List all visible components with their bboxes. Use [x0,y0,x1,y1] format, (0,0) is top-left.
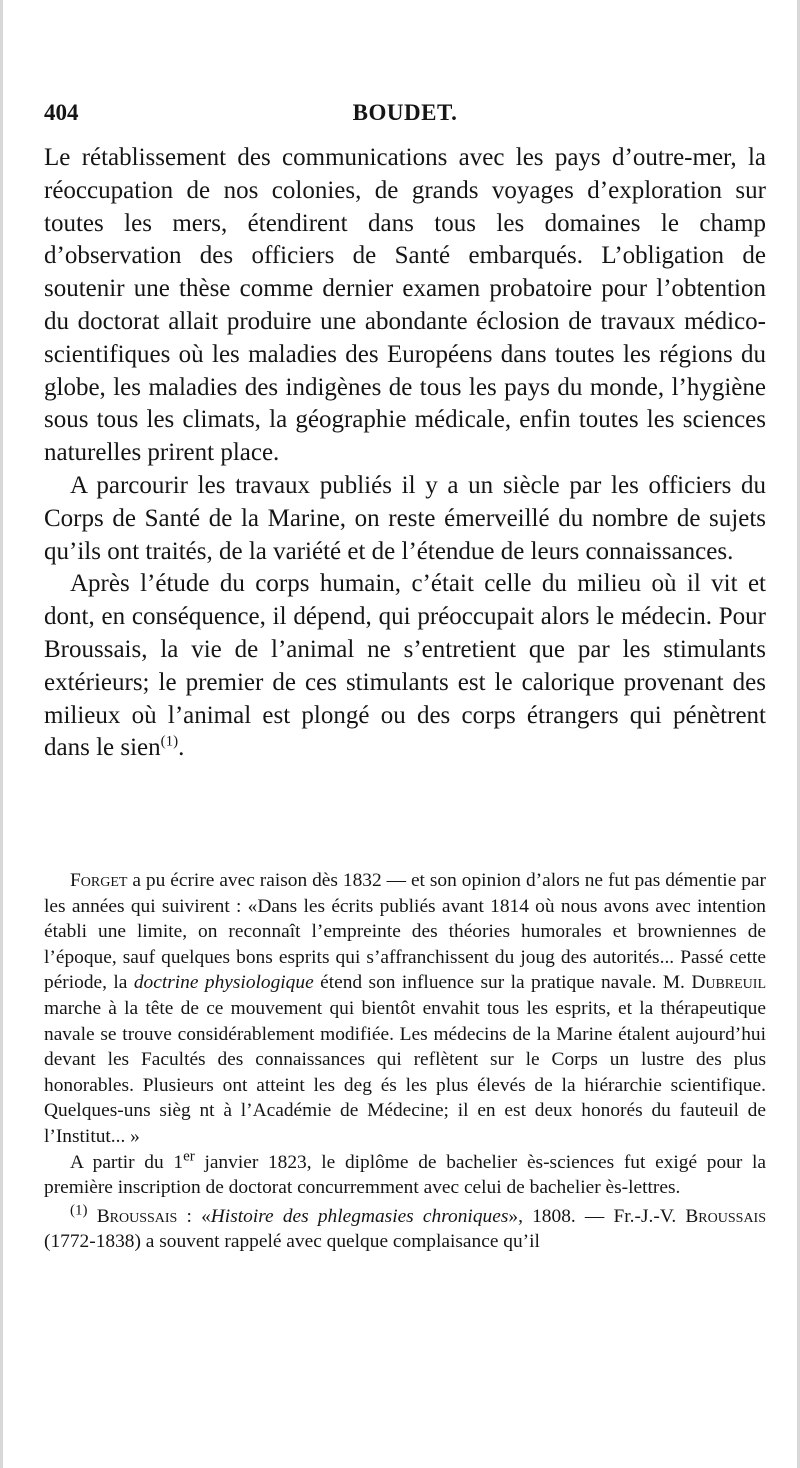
running-head [44,100,766,132]
page-number: 404 [44,100,79,125]
main-text [44,142,766,765]
note-text: : « [177,1205,211,1227]
note-text: étend son influence sur la pratique navale. M. [313,972,692,994]
page-edge-left [0,0,3,1468]
paragraph-text: Après l’étude du corps humain, c’était celle du milieu où il vit et dont, en conséquence, il dépend, qui préoccupait alors le médecin. Pour Broussais, la vie de l’animal ne s’entretient que par les stimulants extérieurs; le premier de ces stimulants est le calorique provenant des milieux où l’animal est plongé ou des corps étrangers qui pénètrent dans le sien [44,570,766,762]
running-title: BOUDET. [352,100,458,125]
paragraph: A parcourir les travaux publiés il y a un siècle par les officiers du Corps de Santé de la Marine, on reste émerveillé du nombre de sujets qu’ils ont traités, de la variété et de l’étendue de leurs connaissances. [44,471,766,565]
italic-text: doctrine physiologique [133,972,314,994]
note-text: a pu écrire avec raison dès 1832 — et son opinion d’alors ne fut pas démentie par les années qui suivirent : «Dans les écrits publiés avant 1814 où nous avons avec intention établi une limite, on reconnaît l’empreinte des théories humorales et browniennes de l’époque, sauf quelques bons esprits qui s’affranchissent du joug des autorités... Passé cette période, la [44,870,766,994]
author-name: Broussais [685,1205,766,1227]
footnote-reference: (1) [160,734,179,751]
note-text: », 1808. — Fr.-J.-V. [508,1205,686,1227]
author-name: Broussais [96,1205,178,1227]
note-text: A partir du 1 [70,1151,184,1173]
note-text: marche à la tête de ce mouvement qui bientôt envahit tous les esprits, et la thérapeutique navale se trouve considérablement modifiée. Les médecins de la Marine étalent aujourd’hui devant les Facultés des connaissances qui reflètent sur le Corps un lustre des plus honorables. Plusieurs ont atteint les deg és les plus élevés de la hiérarchie scientifique. Quelques-uns sièg nt à l’Académie de Médecine; il en est deux honorés du fauteuil de l’Institut... » [44,997,766,1147]
footnote-marker: (1) [70,1202,88,1219]
author-name: Dubreuil [691,972,767,994]
note-text: janvier 1823, le diplôme de bachelier ès-sciences fut exigé pour la première inscription de doctorat concurremment avec celui de bachelier ès-lettres. [44,1151,766,1199]
italic-title: Histoire des phlegmasies chroniques [210,1205,509,1227]
note-text: (1772-1838) a souvent rappelé avec quelque complaisance qu’il [44,1231,540,1253]
note-paragraph [44,1150,766,1201]
footnote [44,1204,766,1255]
ordinal-superscript: er [183,1148,195,1165]
notes-section [44,868,766,1255]
paragraph: Le rétablissement des communications avec les pays d’outre-mer, la réoccupation de nos colonies, de grands voyages d’exploration sur toutes les mers, étendirent dans tous les domaines le champ d’observation des officiers de Santé embarqués. L’obligation de soutenir une thèse comme dernier examen probatoire pour l’obtention du doctorat allait produire une abondante éclosion de travaux médico-scientifiques où les maladies des Européens dans toutes les régions du globe, les maladies des indigènes de tous les pays du monde, l’hygiène sous tous les climats, la géographie médicale, enfin toutes les sciences naturelles prirent place. [44,144,766,467]
note-paragraph [44,868,766,1150]
paragraph: Après l’étude du corps humain, c’était celle du milieu où il vit et dont, en conséquence, il dépend, qui préoccupait alors le médecin. Pour Broussais, la vie de l’animal ne s’entretient que par les stimulants extérieurs; le premier de ces stimulants est le calorique provenant des milieux où l’animal est plongé ou des corps étrangers qui pénètrent dans le sien$^{(1)}$. [44,570,766,762]
author-name: Forget [70,870,128,891]
